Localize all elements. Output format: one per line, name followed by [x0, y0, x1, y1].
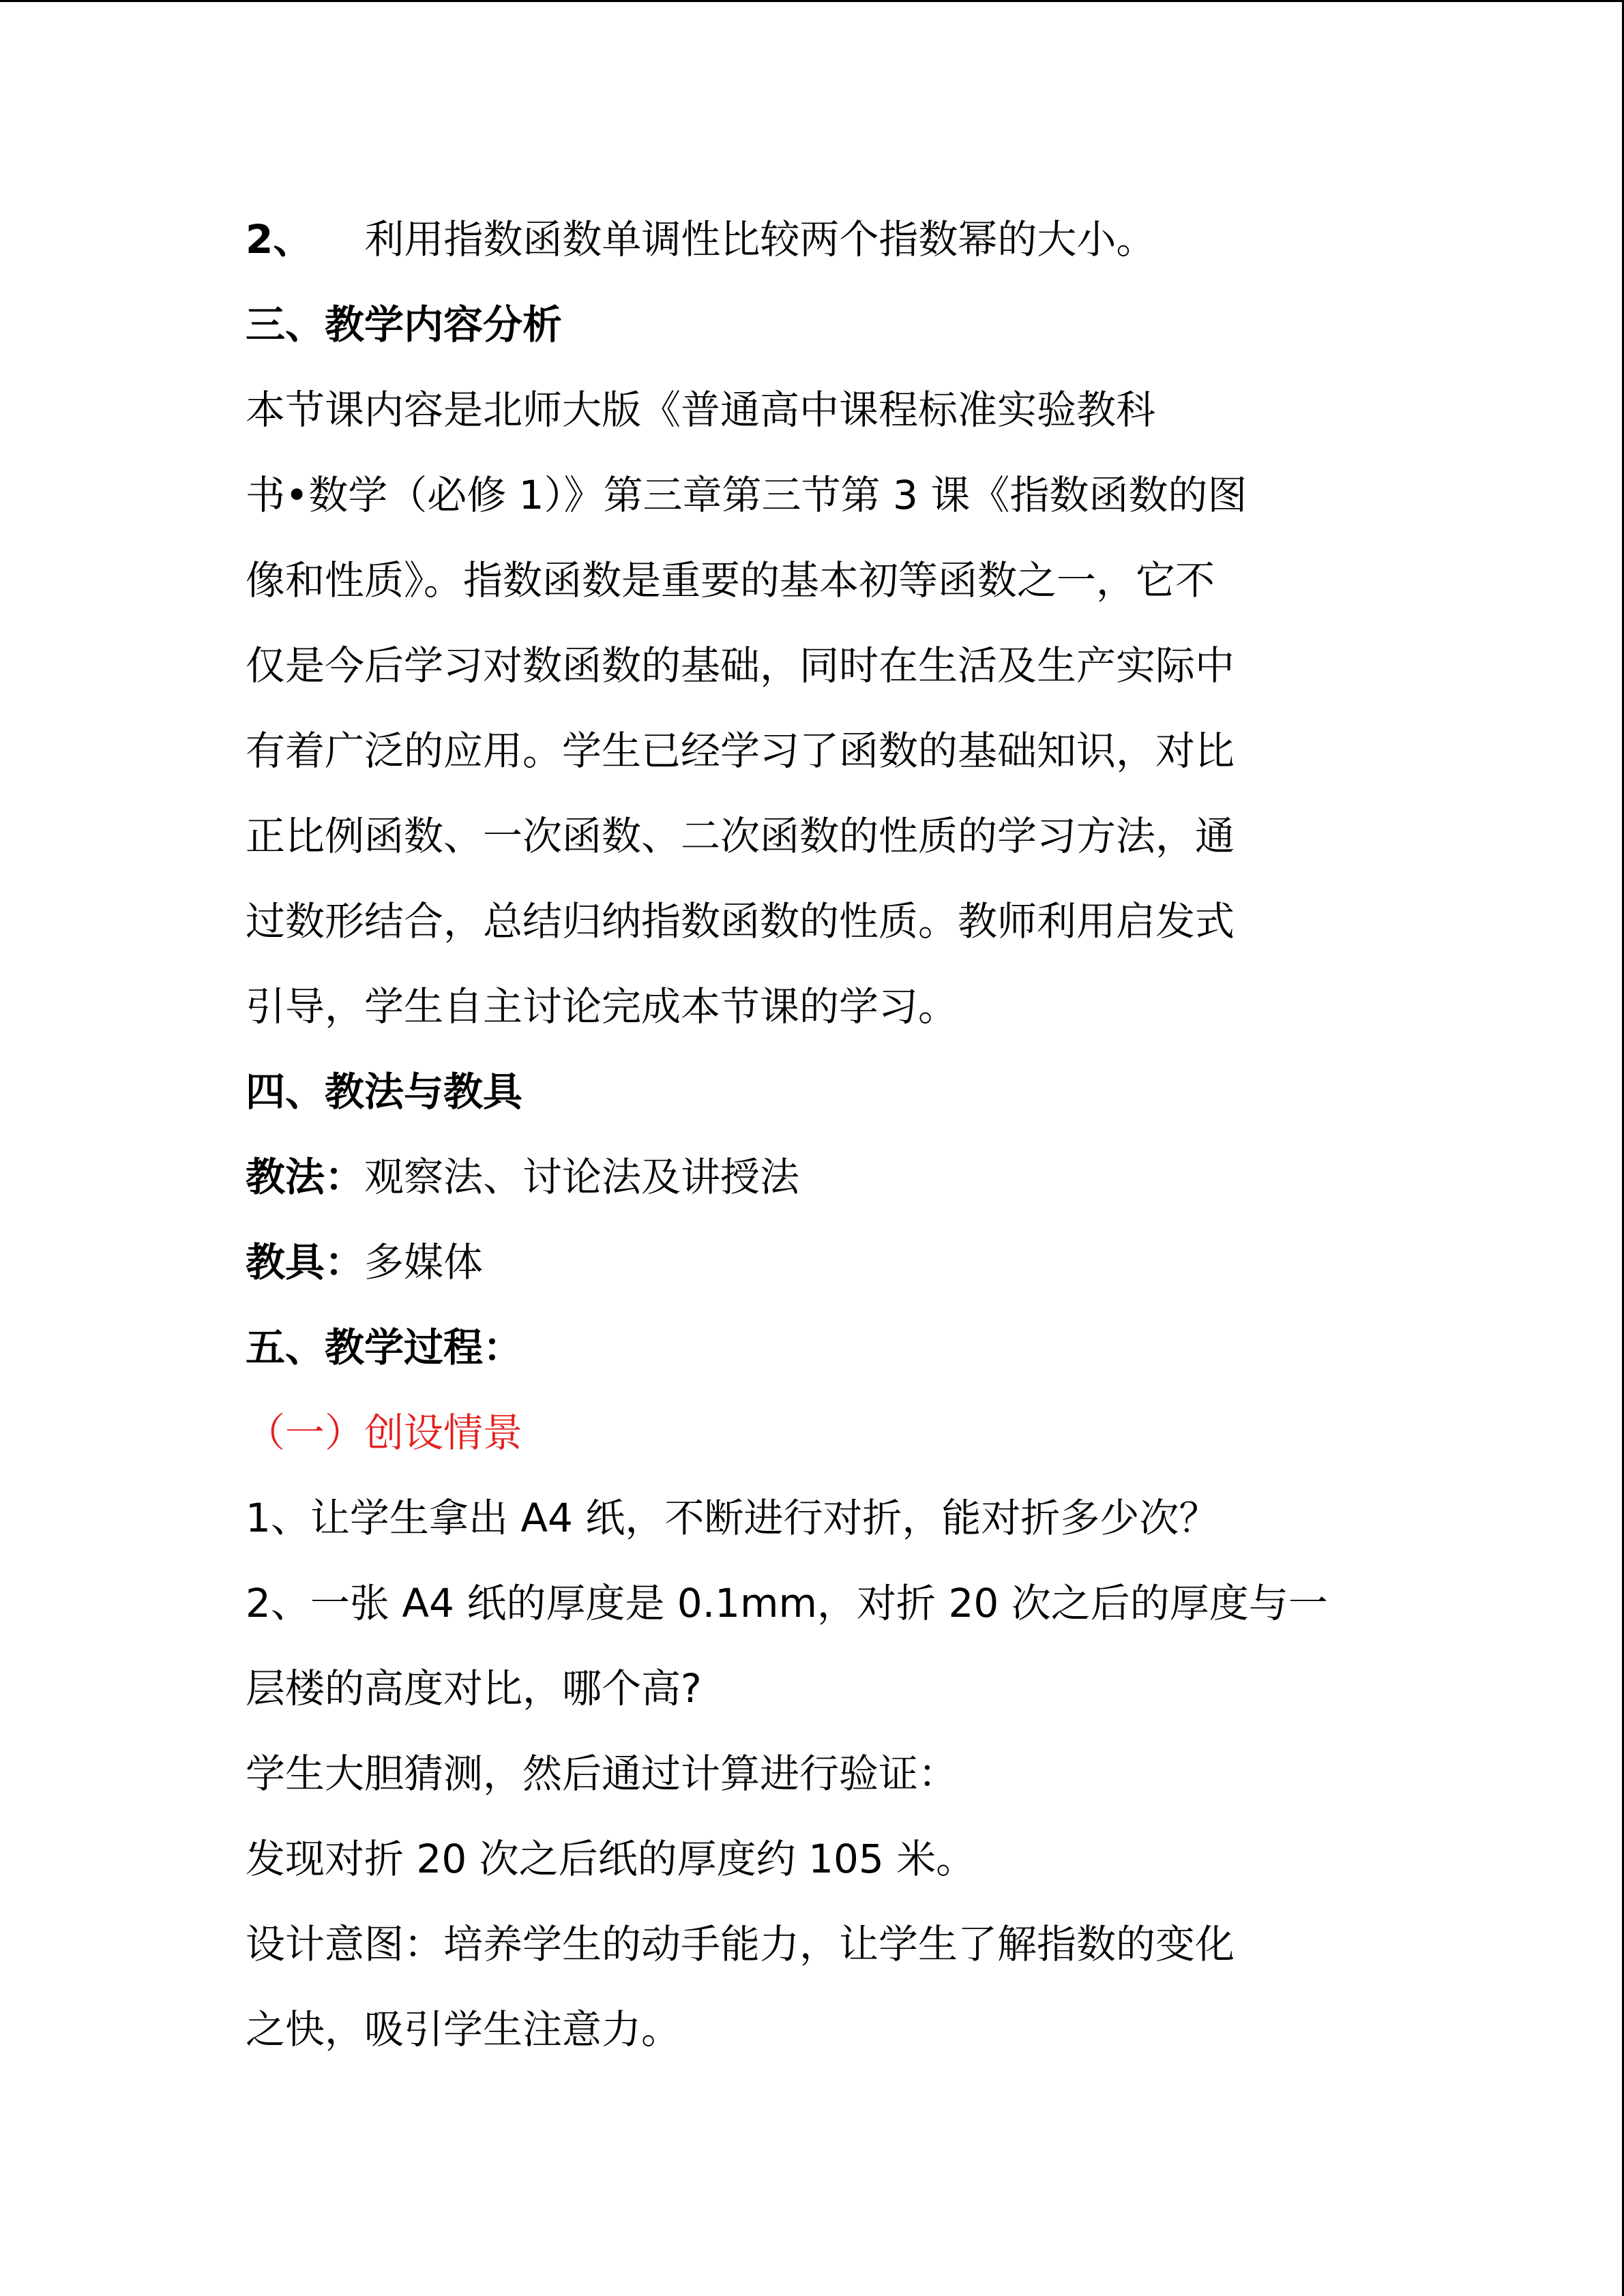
paragraph-line: 本节课内容是北师大版《普通高中课程标准实验教科 [246, 387, 1156, 433]
paragraph-line: 正比例函数、一次函数、二次函数的性质的学习方法，通 [246, 813, 1235, 859]
document-content [246, 197, 1378, 2072]
paragraph-line: 像和性质》。指数函数是重要的基本初等函数之一，它不 [246, 557, 1215, 603]
process-line: 层楼的高度对比，哪个高? [246, 1665, 702, 1712]
paragraph-line: 有着广泛的应用。学生已经学习了函数的基础知识，对比 [246, 728, 1235, 774]
subheading-scenario: （一）创设情景 [246, 1410, 523, 1456]
process-line: 设计意图：培养学生的动手能力，让学生了解指数的变化 [246, 1921, 1235, 1967]
tool-label: 教具： [246, 1239, 365, 1285]
method-label: 教法： [246, 1154, 365, 1200]
method-value: 观察法、讨论法及讲授法 [364, 1154, 800, 1200]
process-line: 2、一张 A4 纸的厚度是 0.1mm，对折 20 次之后的厚度与一 [246, 1580, 1328, 1626]
paragraph-line: 引导，学生自主讨论完成本节课的学习。 [246, 983, 958, 1030]
item-text: 利用指数函数单调性比较两个指数幂的大小。 [364, 216, 1156, 263]
paragraph-line: 书•数学（必修 1）》第三章第三节第 3 课《指数函数的图 [246, 472, 1247, 518]
process-line: 发现对折 20 次之后纸的厚度约 105 米。 [246, 1836, 976, 1882]
section-heading-teaching-process: 五、教学过程： [246, 1324, 523, 1371]
paragraph-line: 过数形结合，总结归纳指数函数的性质。教师利用启发式 [246, 898, 1235, 944]
tool-value: 多媒体 [364, 1239, 484, 1285]
teaching-tool-line [246, 1220, 1378, 1305]
process-line: 1、让学生拿出 A4 纸，不断进行对折，能对折多少次？ [246, 1495, 1219, 1541]
process-line: 学生大胆猜测，然后通过计算进行验证： [246, 1750, 958, 1797]
process-line: 之快，吸引学生注意力。 [246, 2006, 681, 2053]
section-heading-content-analysis: 三、教学内容分析 [246, 301, 563, 348]
item-number: 2、 [246, 216, 313, 263]
paragraph-line: 仅是今后学习对数函数的基础，同时在生活及生产实际中 [246, 642, 1235, 689]
section-heading-methods-tools: 四、教法与教具 [246, 1069, 523, 1115]
objective-item-2 [246, 197, 1378, 282]
teaching-method-line [246, 1135, 1378, 1220]
